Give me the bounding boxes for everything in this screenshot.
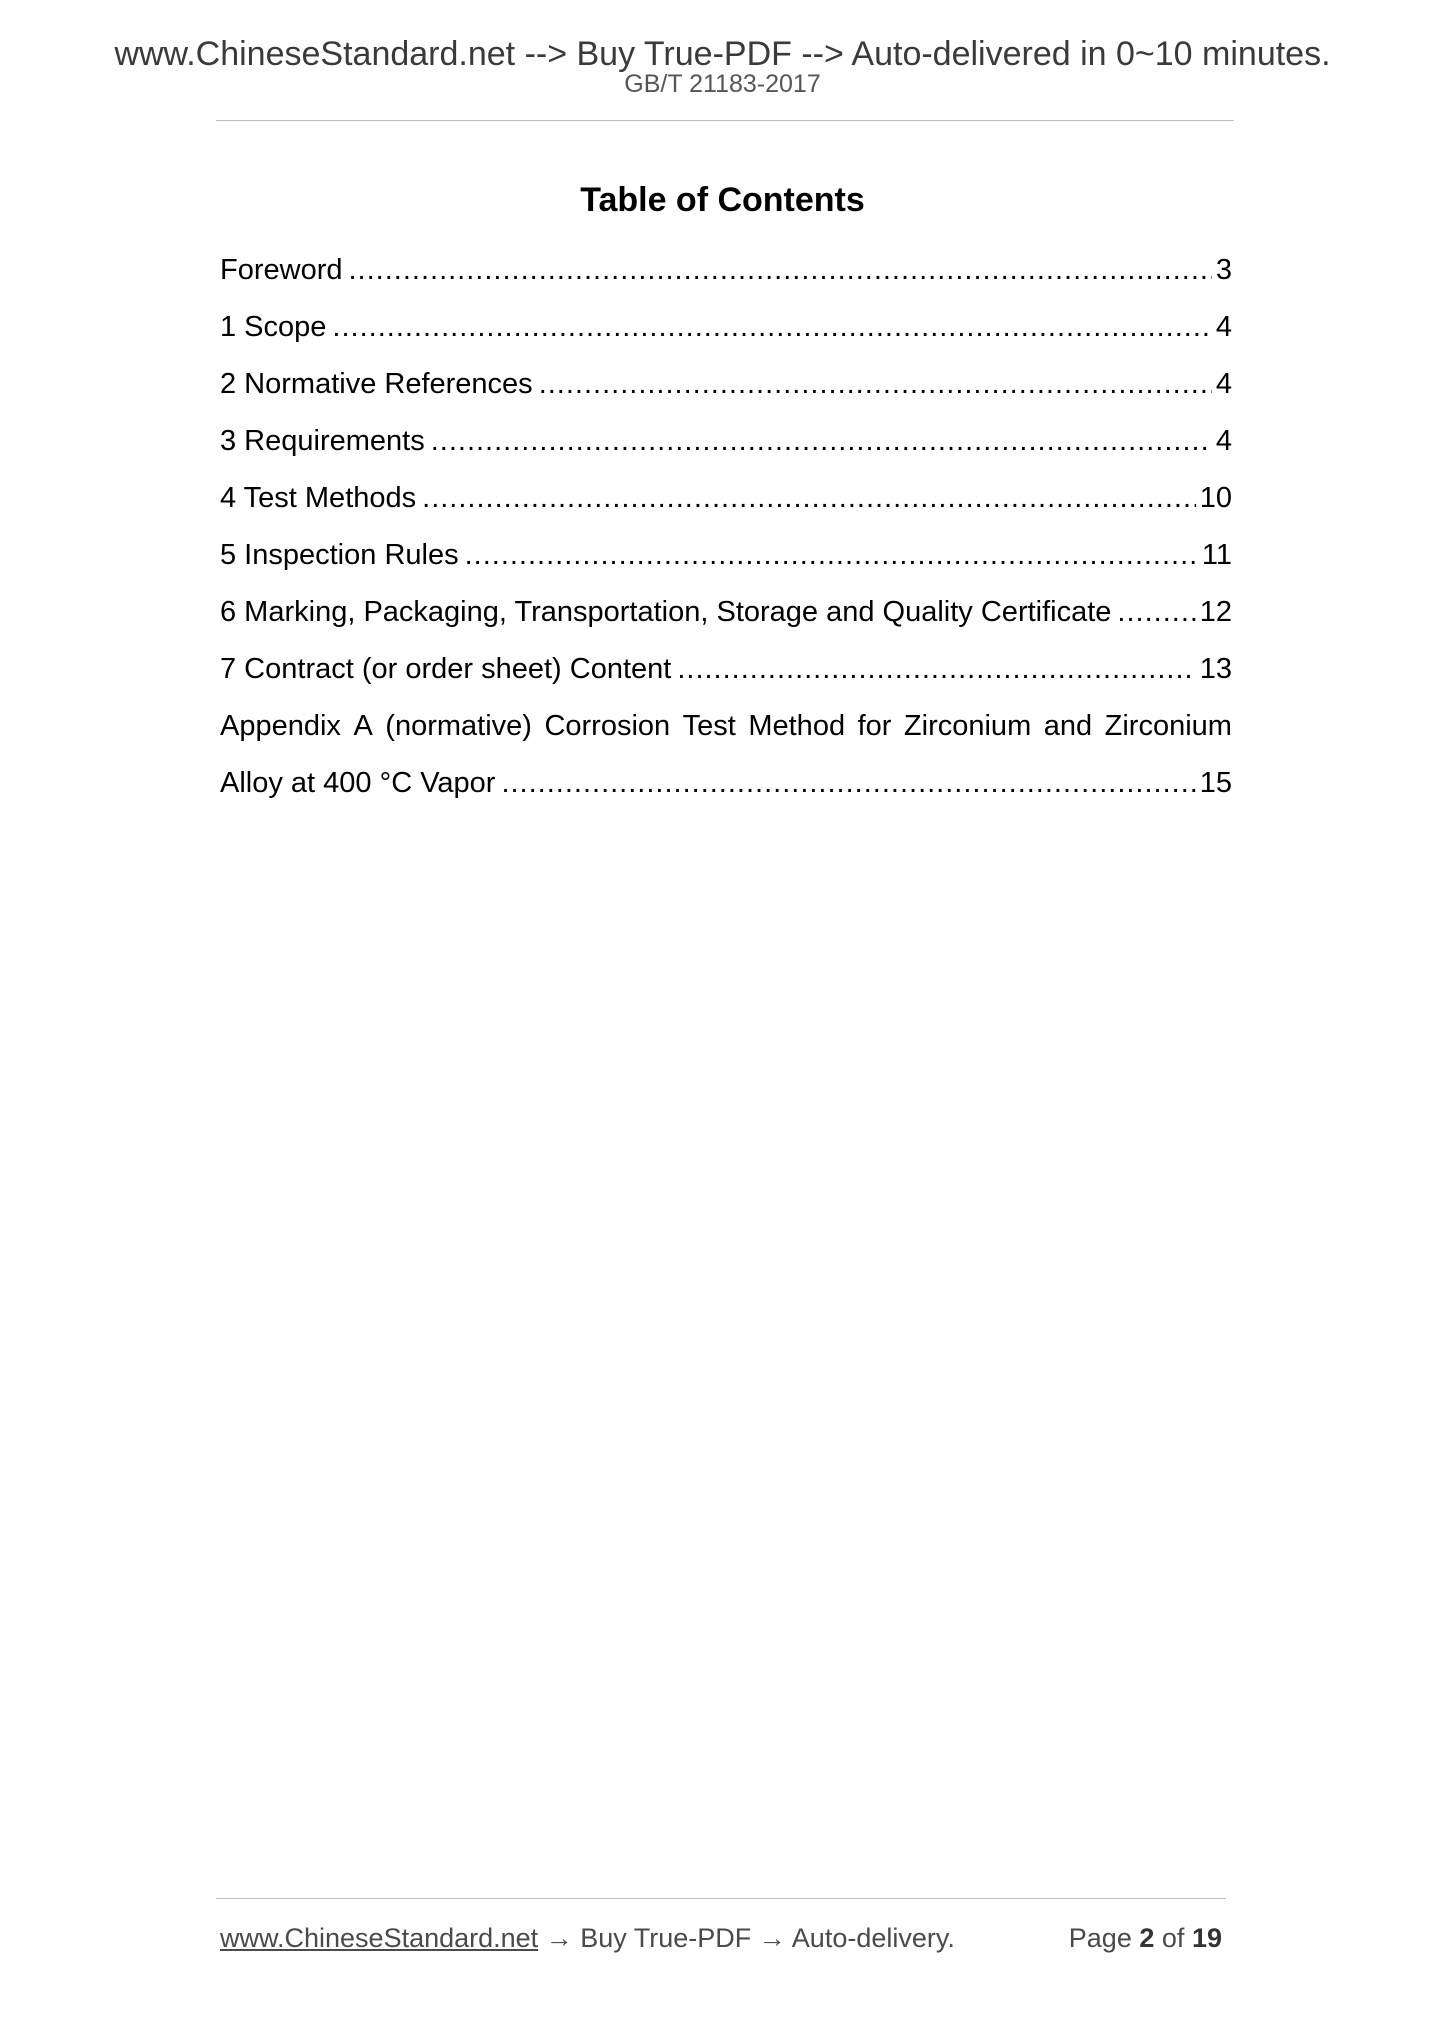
appendix-word: for bbox=[857, 710, 892, 742]
appendix-word: and bbox=[1043, 710, 1093, 742]
toc-entry-scope[interactable] bbox=[220, 307, 1232, 364]
footer-site-link[interactable]: www.ChineseStandard.net bbox=[220, 1923, 539, 1953]
appendix-word: Method bbox=[748, 710, 846, 742]
toc-entry-page: 4 bbox=[1215, 368, 1232, 400]
page-total: 19 bbox=[1191, 1923, 1222, 1953]
page-label: Page bbox=[1068, 1923, 1132, 1953]
appendix-word: Test bbox=[682, 710, 736, 742]
toc-entry-label: 2 Normative References bbox=[220, 368, 533, 400]
table-of-contents bbox=[220, 250, 1232, 820]
dot-leader bbox=[539, 364, 1212, 404]
appendix-word: A bbox=[353, 710, 373, 742]
toc-entry-label: Alloy at 400 °C Vapor bbox=[220, 767, 496, 799]
dot-leader bbox=[349, 250, 1212, 290]
toc-entry-label: 7 Contract (or order sheet) Content bbox=[220, 653, 672, 685]
document-code: GB/T 21183-2017 bbox=[624, 70, 821, 98]
toc-entry-page: 13 bbox=[1199, 653, 1232, 685]
dot-leader bbox=[332, 307, 1211, 347]
toc-entry-page: 4 bbox=[1215, 425, 1232, 457]
arrow-right-icon: → bbox=[758, 1923, 786, 1953]
footer-promo-text: Buy True-PDF bbox=[580, 1923, 752, 1953]
dot-leader bbox=[1117, 592, 1195, 632]
dot-leader bbox=[677, 649, 1195, 689]
page-number bbox=[1069, 1918, 1222, 1958]
toc-entry-requirements[interactable] bbox=[220, 421, 1232, 478]
page-current: 2 bbox=[1139, 1923, 1155, 1953]
page-of: of bbox=[1161, 1923, 1185, 1953]
appendix-word: Zirconium bbox=[903, 710, 1032, 742]
header-divider bbox=[216, 120, 1234, 121]
toc-entry-marking-packaging[interactable] bbox=[220, 592, 1232, 649]
appendix-word: Corrosion bbox=[544, 710, 671, 742]
dot-leader bbox=[431, 421, 1212, 461]
dot-leader bbox=[501, 763, 1195, 803]
arrow-right-icon: → bbox=[545, 1923, 573, 1953]
toc-entry-page: 12 bbox=[1199, 596, 1232, 628]
toc-entry-label: 6 Marking, Packaging, Transportation, Storage and Quality Certificate bbox=[220, 596, 1112, 628]
footer-divider bbox=[216, 1898, 1226, 1899]
toc-entry-label: 4 Test Methods bbox=[220, 482, 417, 514]
toc-entry-page: 3 bbox=[1215, 254, 1232, 286]
toc-entry-contract-content[interactable] bbox=[220, 649, 1232, 706]
page-footer bbox=[220, 1918, 1226, 1958]
toc-entry-inspection-rules[interactable] bbox=[220, 535, 1232, 592]
toc-entry-foreword[interactable] bbox=[220, 250, 1232, 307]
toc-entry-label: Foreword bbox=[220, 254, 343, 286]
toc-entry-page: 4 bbox=[1215, 311, 1232, 343]
toc-entry-label: 3 Requirements bbox=[220, 425, 425, 457]
dot-leader bbox=[465, 535, 1198, 575]
toc-entry-page: 11 bbox=[1201, 539, 1232, 571]
footer-promo-text: Auto-delivery. bbox=[791, 1923, 955, 1953]
toc-title: Table of Contents bbox=[580, 181, 865, 219]
appendix-word: (normative) bbox=[385, 710, 532, 742]
appendix-word: Zirconium bbox=[1104, 710, 1232, 742]
dot-leader bbox=[422, 478, 1196, 518]
site-banner: www.ChineseStandard.net --> Buy True-PDF --> Auto-delivered in 0~10 minutes. bbox=[114, 35, 1331, 73]
toc-entry-page: 15 bbox=[1199, 767, 1232, 799]
appendix-word: Appendix bbox=[220, 710, 341, 742]
toc-entry-page: 10 bbox=[1199, 482, 1232, 514]
toc-entry-label: 1 Scope bbox=[220, 311, 327, 343]
toc-entry-appendix-a-line1[interactable] bbox=[220, 706, 1232, 763]
toc-entry-normative-references[interactable] bbox=[220, 364, 1232, 421]
toc-entry-test-methods[interactable] bbox=[220, 478, 1232, 535]
toc-entry-label: 5 Inspection Rules bbox=[220, 539, 459, 571]
toc-entry-appendix-a-line2[interactable] bbox=[220, 763, 1232, 820]
footer-promo bbox=[220, 1918, 955, 1958]
